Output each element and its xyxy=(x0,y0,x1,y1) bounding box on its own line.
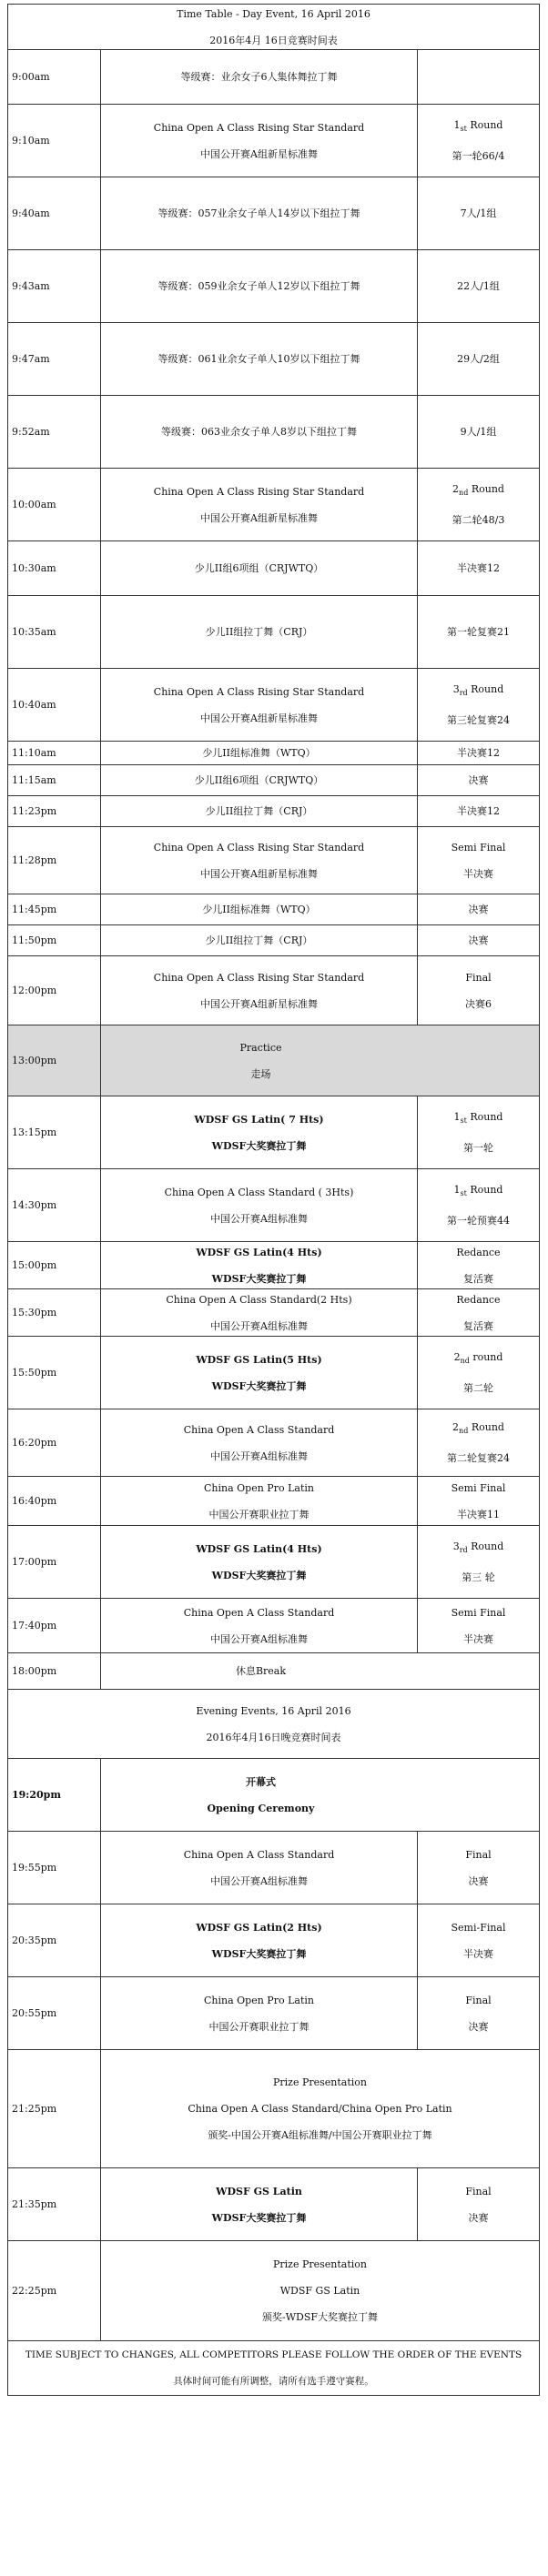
event-name-en: 等级赛：059业余女子单人12岁以下组拉丁舞 xyxy=(157,280,360,292)
event-round-cell xyxy=(418,1289,540,1337)
practice-cell xyxy=(101,1025,540,1096)
event-round-cell xyxy=(418,669,540,742)
event-round: Semi Final xyxy=(451,841,506,854)
event-time: 10:35am xyxy=(8,596,101,669)
event-row xyxy=(8,956,540,1025)
event-name-cell xyxy=(101,1526,418,1599)
event-name-cell xyxy=(101,469,418,541)
event-name-en: China Open Pro Latin xyxy=(204,1481,314,1494)
event-name-zh: 中国公开赛A组新星标准舞 xyxy=(200,867,318,880)
event-row xyxy=(8,1599,540,1653)
event-round-cell xyxy=(418,250,540,323)
event-time: 13:15pm xyxy=(8,1096,101,1169)
event-round-detail: 第一轮预赛44 xyxy=(447,1214,510,1227)
event-name-en: 少儿II组6项组（CRJWTQ） xyxy=(194,562,324,574)
event-name-cell xyxy=(101,541,418,596)
event-name-zh: WDSF大奖赛拉丁舞 xyxy=(211,1139,307,1152)
event-round: $1_{st}$ Round xyxy=(453,119,503,134)
event-round-cell xyxy=(418,925,540,956)
event-name-en: WDSF GS Latin(4 Hts) xyxy=(196,1246,322,1258)
evening-header-row xyxy=(8,1690,540,1759)
day-header-row xyxy=(8,5,540,50)
event-time: 11:15am xyxy=(8,765,101,796)
event-round-cell xyxy=(418,1832,540,1904)
event-time: 16:40pm xyxy=(8,1477,101,1526)
ceremony-time: 19:20pm xyxy=(8,1759,101,1832)
event-round: $2_{nd}$ Round xyxy=(452,1421,504,1436)
event-round: $2_{nd}$ Round xyxy=(452,483,504,498)
timetable-body xyxy=(8,5,540,2396)
event-time: 15:50pm xyxy=(8,1337,101,1409)
event-row xyxy=(8,177,540,250)
event-time: 20:55pm xyxy=(8,1977,101,2050)
event-round-detail: 第一轮66/4 xyxy=(452,149,505,162)
event-name-cell xyxy=(101,50,418,105)
event-round: Final xyxy=(465,1848,492,1861)
event-round-cell xyxy=(418,1904,540,1977)
event-row xyxy=(8,669,540,742)
event-round: Redance xyxy=(456,1293,501,1306)
event-name-cell xyxy=(101,1477,418,1526)
event-time: 14:30pm xyxy=(8,1169,101,1242)
event-round: $1_{st}$ Round xyxy=(453,1184,503,1198)
event-time: 11:10am xyxy=(8,742,101,765)
event-name-en: 少儿II组标准舞（WTQ） xyxy=(202,904,316,915)
event-round: Redance xyxy=(456,1246,501,1258)
event-name-zh: WDSF大奖赛拉丁舞 xyxy=(211,2211,307,2224)
event-name-cell xyxy=(101,177,418,250)
event-round-cell xyxy=(418,469,540,541)
event-round-detail: 第二轮复赛24 xyxy=(447,1451,510,1464)
event-time: 11:50pm xyxy=(8,925,101,956)
event-name-cell xyxy=(101,105,418,177)
event-name-en: WDSF GS Latin(2 Hts) xyxy=(196,1921,322,1934)
day-title-zh: 2016年4月 16日竞赛时间表 xyxy=(209,34,338,46)
event-time: 11:23pm xyxy=(8,796,101,827)
prize-event-en: WDSF GS Latin xyxy=(279,2285,360,2297)
break-text: 休息Break xyxy=(235,1665,287,1677)
practice-en: Practice xyxy=(239,1041,282,1054)
ceremony-en: Opening Ceremony xyxy=(207,1802,315,1814)
event-round-cell xyxy=(418,1526,540,1599)
event-round-cell xyxy=(418,1977,540,2050)
prize-title: Prize Presentation xyxy=(272,2258,367,2270)
event-round: 半决赛12 xyxy=(457,805,500,817)
event-round-detail: 决赛 xyxy=(468,2020,489,2033)
event-round-cell xyxy=(418,1242,540,1289)
event-round: Semi Final xyxy=(451,1481,506,1494)
event-round-detail: 半决赛 xyxy=(463,867,493,880)
event-round: Final xyxy=(465,1994,492,2006)
event-name-cell xyxy=(101,956,418,1025)
event-name-cell xyxy=(101,1242,418,1289)
event-time: 19:55pm xyxy=(8,1832,101,1904)
event-round-cell xyxy=(418,742,540,765)
event-name-en: WDSF GS Latin(5 Hts) xyxy=(196,1353,322,1366)
event-round: 决赛 xyxy=(468,934,489,946)
event-row xyxy=(8,1337,540,1409)
event-row xyxy=(8,1096,540,1169)
timetable xyxy=(7,4,540,2396)
event-row xyxy=(8,1289,540,1337)
event-time: 9:10am xyxy=(8,105,101,177)
event-name-zh: 中国公开赛A组新星标准舞 xyxy=(200,147,318,160)
event-name-cell xyxy=(101,1832,418,1904)
event-time: 17:00pm xyxy=(8,1526,101,1599)
event-time: 9:00am xyxy=(8,50,101,105)
event-name-en: WDSF GS Latin(4 Hts) xyxy=(196,1542,322,1555)
event-round-cell xyxy=(418,827,540,894)
event-row xyxy=(8,1477,540,1526)
event-name-zh: WDSF大奖赛拉丁舞 xyxy=(211,1569,307,1581)
event-time: 21:35pm xyxy=(8,2168,101,2241)
event-name-zh: 中国公开赛职业拉丁舞 xyxy=(208,1508,310,1520)
event-round-detail: 半决赛 xyxy=(463,1947,493,1960)
event-name-en: China Open A Class Standard ( 3Hts) xyxy=(164,1186,354,1198)
event-name-en: China Open A Class Standard xyxy=(183,1423,335,1436)
evening-header-cell xyxy=(8,1690,540,1759)
event-name-en: WDSF GS Latin( 7 Hts) xyxy=(194,1113,324,1126)
event-name-zh: 中国公开赛A组标准舞 xyxy=(210,1319,308,1332)
event-round: 7人/1组 xyxy=(460,207,497,219)
event-row xyxy=(8,2168,540,2241)
event-name-zh: 中国公开赛A组标准舞 xyxy=(210,1632,308,1645)
ceremony-row xyxy=(8,1759,540,1832)
footer-row xyxy=(8,2341,540,2396)
event-row xyxy=(8,50,540,105)
ceremony-cell xyxy=(101,1759,540,1832)
event-name-en: 等级赛：业余女子6人集体舞拉丁舞 xyxy=(180,71,338,83)
break-time: 18:00pm xyxy=(8,1653,101,1690)
event-name-zh: 中国公开赛A组新星标准舞 xyxy=(200,997,318,1010)
event-round-cell xyxy=(418,956,540,1025)
event-name-zh: 中国公开赛A组标准舞 xyxy=(210,1874,308,1887)
event-time: 15:30pm xyxy=(8,1289,101,1337)
event-name-cell xyxy=(101,323,418,396)
prize-cell xyxy=(101,2241,540,2341)
event-round-detail: 复活赛 xyxy=(463,1272,493,1285)
prize-event-zh: 颁奖-WDSF大奖赛拉丁舞 xyxy=(261,2311,378,2323)
event-row xyxy=(8,105,540,177)
event-row xyxy=(8,469,540,541)
event-name-cell xyxy=(101,796,418,827)
event-row xyxy=(8,1242,540,1289)
event-name-cell xyxy=(101,2168,418,2241)
event-round-cell xyxy=(418,1599,540,1653)
evening-title-en: Evening Events, 16 April 2016 xyxy=(196,1704,351,1717)
event-time: 17:40pm xyxy=(8,1599,101,1653)
event-round: 22人/1组 xyxy=(457,280,500,292)
event-round: 决赛 xyxy=(468,904,489,915)
event-time: 11:45pm xyxy=(8,894,101,925)
break-row xyxy=(8,1653,540,1690)
footer-notice-zh: 具体时间可能有所调整，请所有选手遵守赛程。 xyxy=(173,2375,374,2387)
event-round-detail: 决赛 xyxy=(468,2211,489,2224)
event-name-en: 少儿II组拉丁舞（CRJ） xyxy=(205,805,313,817)
event-round: $2_{nd}$ round xyxy=(453,1351,503,1366)
event-round-cell xyxy=(418,1477,540,1526)
event-name-cell xyxy=(101,925,418,956)
prize-time: 22:25pm xyxy=(8,2241,101,2341)
event-row xyxy=(8,1409,540,1477)
event-row xyxy=(8,1169,540,1242)
event-name-zh: WDSF大奖赛拉丁舞 xyxy=(211,1379,307,1392)
event-round-detail: 半决赛11 xyxy=(457,1508,500,1520)
event-round-detail: 复活赛 xyxy=(463,1319,493,1332)
event-time: 9:43am xyxy=(8,250,101,323)
prize-event-zh: 颁奖-中国公开赛A组标准舞/中国公开赛职业拉丁舞 xyxy=(208,2129,432,2141)
event-time: 10:00am xyxy=(8,469,101,541)
day-header-cell xyxy=(8,5,540,50)
evening-title-zh: 2016年4月16日晚竞赛时间表 xyxy=(206,1731,341,1743)
event-row xyxy=(8,1977,540,2050)
event-name-en: 少儿II组拉丁舞（CRJ） xyxy=(205,934,313,946)
event-name-en: China Open A Class Rising Star Standard xyxy=(153,841,365,854)
event-row xyxy=(8,765,540,796)
event-round: 9人/1组 xyxy=(460,426,497,438)
event-round-detail: 半决赛 xyxy=(463,1632,493,1645)
event-name-zh: 中国公开赛职业拉丁舞 xyxy=(208,2020,310,2033)
event-round-cell xyxy=(418,765,540,796)
event-name-cell xyxy=(101,1169,418,1242)
event-row xyxy=(8,1526,540,1599)
event-time: 10:40am xyxy=(8,669,101,742)
event-name-zh: 中国公开赛A组新星标准舞 xyxy=(200,712,318,724)
event-round: $3_{rd}$ Round xyxy=(452,683,504,698)
event-name-en: China Open A Class Rising Star Standard xyxy=(153,971,365,984)
event-round: 半决赛12 xyxy=(457,562,500,574)
event-name-cell xyxy=(101,827,418,894)
event-name-zh: WDSF大奖赛拉丁舞 xyxy=(211,1947,307,1960)
event-name-zh: 中国公开赛A组标准舞 xyxy=(210,1212,308,1225)
event-row xyxy=(8,596,540,669)
event-name-zh: 中国公开赛A组标准舞 xyxy=(210,1450,308,1462)
event-round: Semi-Final xyxy=(451,1921,506,1934)
event-round: Final xyxy=(465,971,492,984)
event-round-cell xyxy=(418,2168,540,2241)
event-name-en: 少儿II组6项组（CRJWTQ） xyxy=(194,774,324,786)
event-round-detail: 第三轮复赛24 xyxy=(447,713,510,726)
event-row xyxy=(8,541,540,596)
event-round: $1_{st}$ Round xyxy=(453,1111,503,1126)
event-name-en: China Open Pro Latin xyxy=(204,1994,314,2006)
event-name-en: China Open A Class Standard xyxy=(183,1606,335,1619)
prize-row xyxy=(8,2241,540,2341)
event-round-cell xyxy=(418,105,540,177)
event-time: 9:40am xyxy=(8,177,101,250)
event-round-cell xyxy=(418,541,540,596)
event-round-cell xyxy=(418,1169,540,1242)
event-name-cell xyxy=(101,596,418,669)
event-name-cell xyxy=(101,1337,418,1409)
event-name-cell xyxy=(101,1289,418,1337)
event-round-cell xyxy=(418,396,540,469)
event-round-cell xyxy=(418,1337,540,1409)
event-row xyxy=(8,250,540,323)
event-name-en: 等级赛：063业余女子单人8岁以下组拉丁舞 xyxy=(161,426,357,438)
event-row xyxy=(8,742,540,765)
practice-zh: 走场 xyxy=(250,1067,271,1080)
prize-cell xyxy=(101,2050,540,2168)
event-time: 10:30am xyxy=(8,541,101,596)
prize-row xyxy=(8,2050,540,2168)
prize-time: 21:25pm xyxy=(8,2050,101,2168)
event-round-cell xyxy=(418,50,540,105)
event-round-cell xyxy=(418,894,540,925)
prize-event-en: China Open A Class Standard/China Open Pro Latin xyxy=(188,2103,452,2115)
event-row xyxy=(8,1832,540,1904)
event-round: 决赛 xyxy=(468,774,489,786)
ceremony-zh: 开幕式 xyxy=(246,1775,276,1788)
footer-cell xyxy=(8,2341,540,2396)
event-round-cell xyxy=(418,177,540,250)
event-name-cell xyxy=(101,765,418,796)
event-name-cell xyxy=(101,1977,418,2050)
break-cell xyxy=(101,1653,540,1690)
practice-time: 13:00pm xyxy=(8,1025,101,1096)
event-name-en: China Open A Class Rising Star Standard xyxy=(153,485,365,498)
event-round-detail: 决赛 xyxy=(468,1874,489,1887)
event-row xyxy=(8,1904,540,1977)
event-round-detail: 第三 轮 xyxy=(462,1571,495,1583)
event-round-detail: 决赛6 xyxy=(465,997,492,1010)
event-name-en: 少儿II组标准舞（WTQ） xyxy=(202,747,316,759)
event-round: 第一轮复赛21 xyxy=(447,626,510,638)
event-name-en: 等级赛：061业余女子单人10岁以下组拉丁舞 xyxy=(157,353,360,365)
day-title-en: Time Table - Day Event, 16 April 2016 xyxy=(177,7,370,20)
event-time: 11:28pm xyxy=(8,827,101,894)
event-name-en: 少儿II组拉丁舞（CRJ） xyxy=(205,626,313,638)
event-round: Final xyxy=(465,2185,492,2197)
event-name-cell xyxy=(101,1904,418,1977)
event-name-en: China Open A Class Rising Star Standard xyxy=(153,121,365,134)
event-name-cell xyxy=(101,669,418,742)
event-round-detail: 第二轮 xyxy=(463,1381,493,1394)
event-round: $3_{rd}$ Round xyxy=(452,1541,504,1555)
event-name-en: China Open A Class Standard xyxy=(183,1848,335,1861)
event-name-en: China Open A Class Standard(2 Hts) xyxy=(166,1293,352,1306)
event-name-cell xyxy=(101,742,418,765)
event-time: 16:20pm xyxy=(8,1409,101,1477)
event-row xyxy=(8,827,540,894)
event-name-cell xyxy=(101,894,418,925)
event-row xyxy=(8,925,540,956)
event-round-cell xyxy=(418,1096,540,1169)
footer-notice-en: TIME SUBJECT TO CHANGES, ALL COMPETITORS PLEASE FOLLOW THE ORDER OF THE EVENTS xyxy=(25,2349,523,2360)
event-round-cell xyxy=(418,596,540,669)
event-round: Semi Final xyxy=(451,1606,506,1619)
event-row xyxy=(8,796,540,827)
event-round-cell xyxy=(418,323,540,396)
event-row xyxy=(8,323,540,396)
practice-row xyxy=(8,1025,540,1096)
event-name-cell xyxy=(101,250,418,323)
event-name-en: China Open A Class Rising Star Standard xyxy=(153,685,365,698)
event-time: 9:47am xyxy=(8,323,101,396)
event-round-cell xyxy=(418,1409,540,1477)
timetable-sheet xyxy=(7,4,539,2396)
event-row xyxy=(8,894,540,925)
event-name-cell xyxy=(101,1599,418,1653)
prize-title: Prize Presentation xyxy=(272,2076,367,2088)
event-time: 12:00pm xyxy=(8,956,101,1025)
event-name-zh: 中国公开赛A组新星标准舞 xyxy=(200,511,318,524)
event-round-cell xyxy=(418,796,540,827)
event-name-en: WDSF GS Latin xyxy=(216,2185,302,2197)
event-time: 20:35pm xyxy=(8,1904,101,1977)
event-name-en: 等级赛：057业余女子单人14岁以下组拉丁舞 xyxy=(157,207,360,219)
event-round: 29人/2组 xyxy=(457,353,500,365)
event-round-detail: 第一轮 xyxy=(463,1141,493,1154)
event-round-detail: 第二轮48/3 xyxy=(452,513,505,526)
event-round: 半决赛12 xyxy=(457,747,500,759)
event-name-cell xyxy=(101,1409,418,1477)
event-name-cell xyxy=(101,396,418,469)
event-time: 9:52am xyxy=(8,396,101,469)
event-row xyxy=(8,396,540,469)
event-time: 15:00pm xyxy=(8,1242,101,1289)
event-name-cell xyxy=(101,1096,418,1169)
event-name-zh: WDSF大奖赛拉丁舞 xyxy=(211,1272,307,1285)
